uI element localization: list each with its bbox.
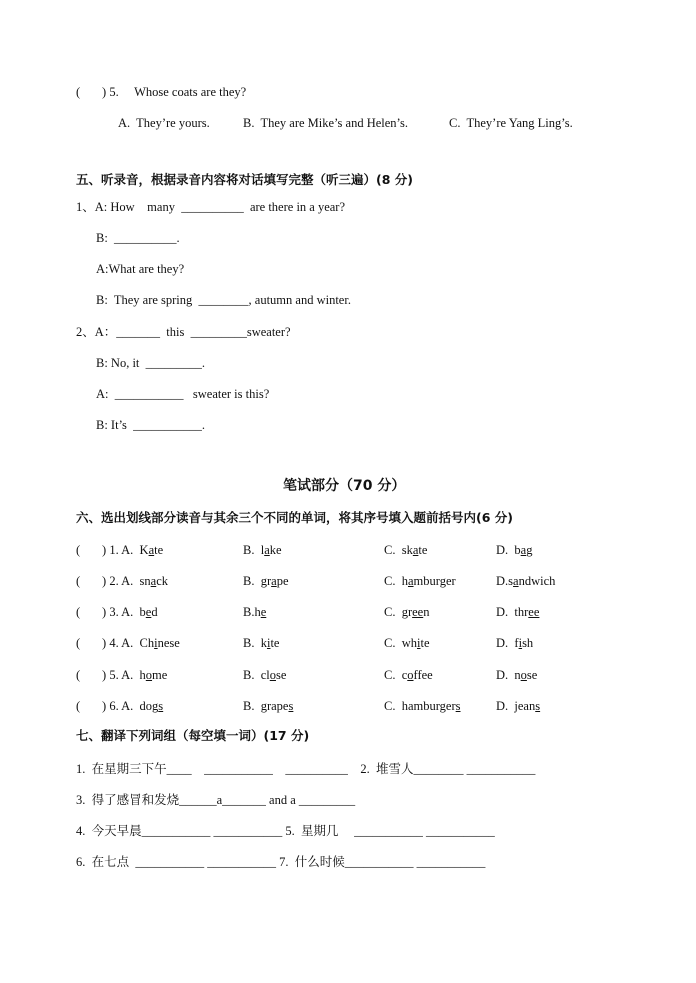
section5-line-2: B: __________. [96,231,180,245]
q5-question: ( ) 5. Whose coats are they? [76,85,247,99]
q5-option-a: A. They’re yours. [118,116,210,130]
section6-heading: 六、选出划线部分读音与其余三个不同的单词，将其序号填入题前括号内(6 分) [76,510,513,525]
section5-line-7: A: ___________ sweater is this? [96,387,270,401]
section7-line-2: 3. 得了感冒和发烧______a_______ and a _________ [76,793,356,807]
section5-line-5: 2、A：_______ this _________sweater? [76,325,291,339]
section5-line-6: B: No, it _________. [96,356,206,370]
section7-heading: 七、翻译下列词组（每空填一词）(17 分) [76,728,310,743]
q5-option-b: B. They are Mike’s and Helen’s. [243,116,409,130]
written-part-title: 笔试部分（70 分） [283,478,406,494]
section7-line-1: 1. 在星期三下午____ ___________ __________ 2. 堆雪人________ ___________ [76,762,536,776]
section7-line-3: 4. 今天早晨___________ ___________ 5. 星期几 ___________ ___________ [76,824,495,838]
section5-line-8: B: It’s ___________. [96,418,206,432]
section5-line-1: 1、A: How many __________ are there in a year? [76,200,346,214]
section5-line-3: A:What are they? [96,262,185,276]
section5-heading: 五、听录音，根据录音内容将对话填写完整（听三遍）(8 分) [76,172,413,187]
section7-line-4: 6. 在七点 ___________ ___________ 7. 什么时候___________ ___________ [76,855,486,869]
section5-line-4: B: They are spring ________, autumn and winter. [96,293,351,307]
q5-option-c: C. They’re Yang Ling’s. [449,116,573,130]
